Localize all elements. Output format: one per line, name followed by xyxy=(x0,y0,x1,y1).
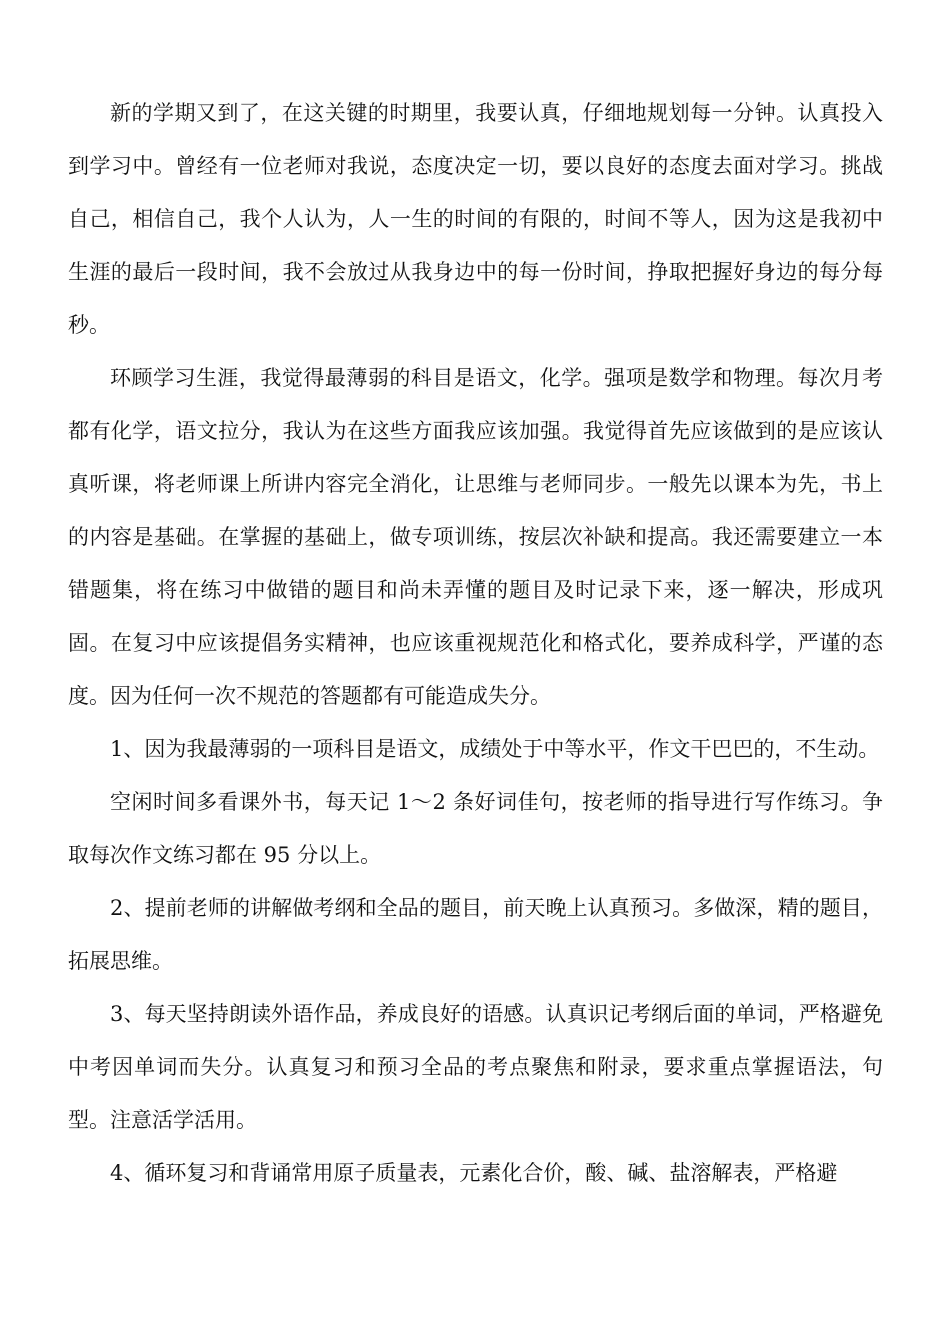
paragraph-intro: 新的学期又到了，在这关键的时期里，我要认真，仔细地规划每一分钟。认真投入到学习中。曾经有一位老师对我说，态度决定一切，要以良好的态度去面对学习。挑战自己，相信自己，我个人认为，人一生的时间的有限的，时间不等人，因为这是我初中生涯的最后一段时间，我不会放过从我身边中的每一份时间，挣取把握好身边的每分每秒。 xyxy=(68,101,883,337)
paragraph-item-1: 1、因为我最薄弱的一项科目是语文，成绩处于中等水平，作文干巴巴的，不生动。 xyxy=(110,737,880,761)
paragraph-reading-plan: 空闲时间多看课外书，每天记 1～2 条好词佳句，按老师的指导进行写作练习。争取每次作文练习都在 95 分以上。 xyxy=(68,790,883,867)
paragraph-item-3: 3、每天坚持朗读外语作品，养成良好的语感。认真识记考纲后面的单词，严格避免中考因单词而失分。认真复习和预习全品的考点聚焦和附录，要求重点掌握语法，句型。注意活学活用。 xyxy=(68,1002,883,1132)
paragraph-item-4: 4、循环复习和背诵常用原子质量表，元素化合价，酸、碱、盐溶解表，严格避 xyxy=(110,1161,838,1185)
paragraph-item-2: 2、提前老师的讲解做考纲和全品的题目，前天晚上认真预习。多做深，精的题目，拓展思维。 xyxy=(68,896,883,973)
paragraph-weak-subjects: 环顾学习生涯，我觉得最薄弱的科目是语文，化学。强项是数学和物理。每次月考都有化学，语文拉分，我认为在这些方面我应该加强。我觉得首先应该做到的是应该认真听课，将老师课上所讲内容完全消化，让思维与老师同步。一般先以课本为先，书上的内容是基础。在掌握的基础上，做专项训练，按层次补缺和提高。我还需要建立一本错题集，将在练习中做错的题目和尚未弄懂的题目及时记录下来，逐一解决，形成巩固。在复习中应该提倡务实精神，也应该重视规范化和格式化，要养成科学，严谨的态度。因为任何一次不规范的答题都有可能造成失分。 xyxy=(68,366,883,708)
document-body xyxy=(68,87,883,1200)
